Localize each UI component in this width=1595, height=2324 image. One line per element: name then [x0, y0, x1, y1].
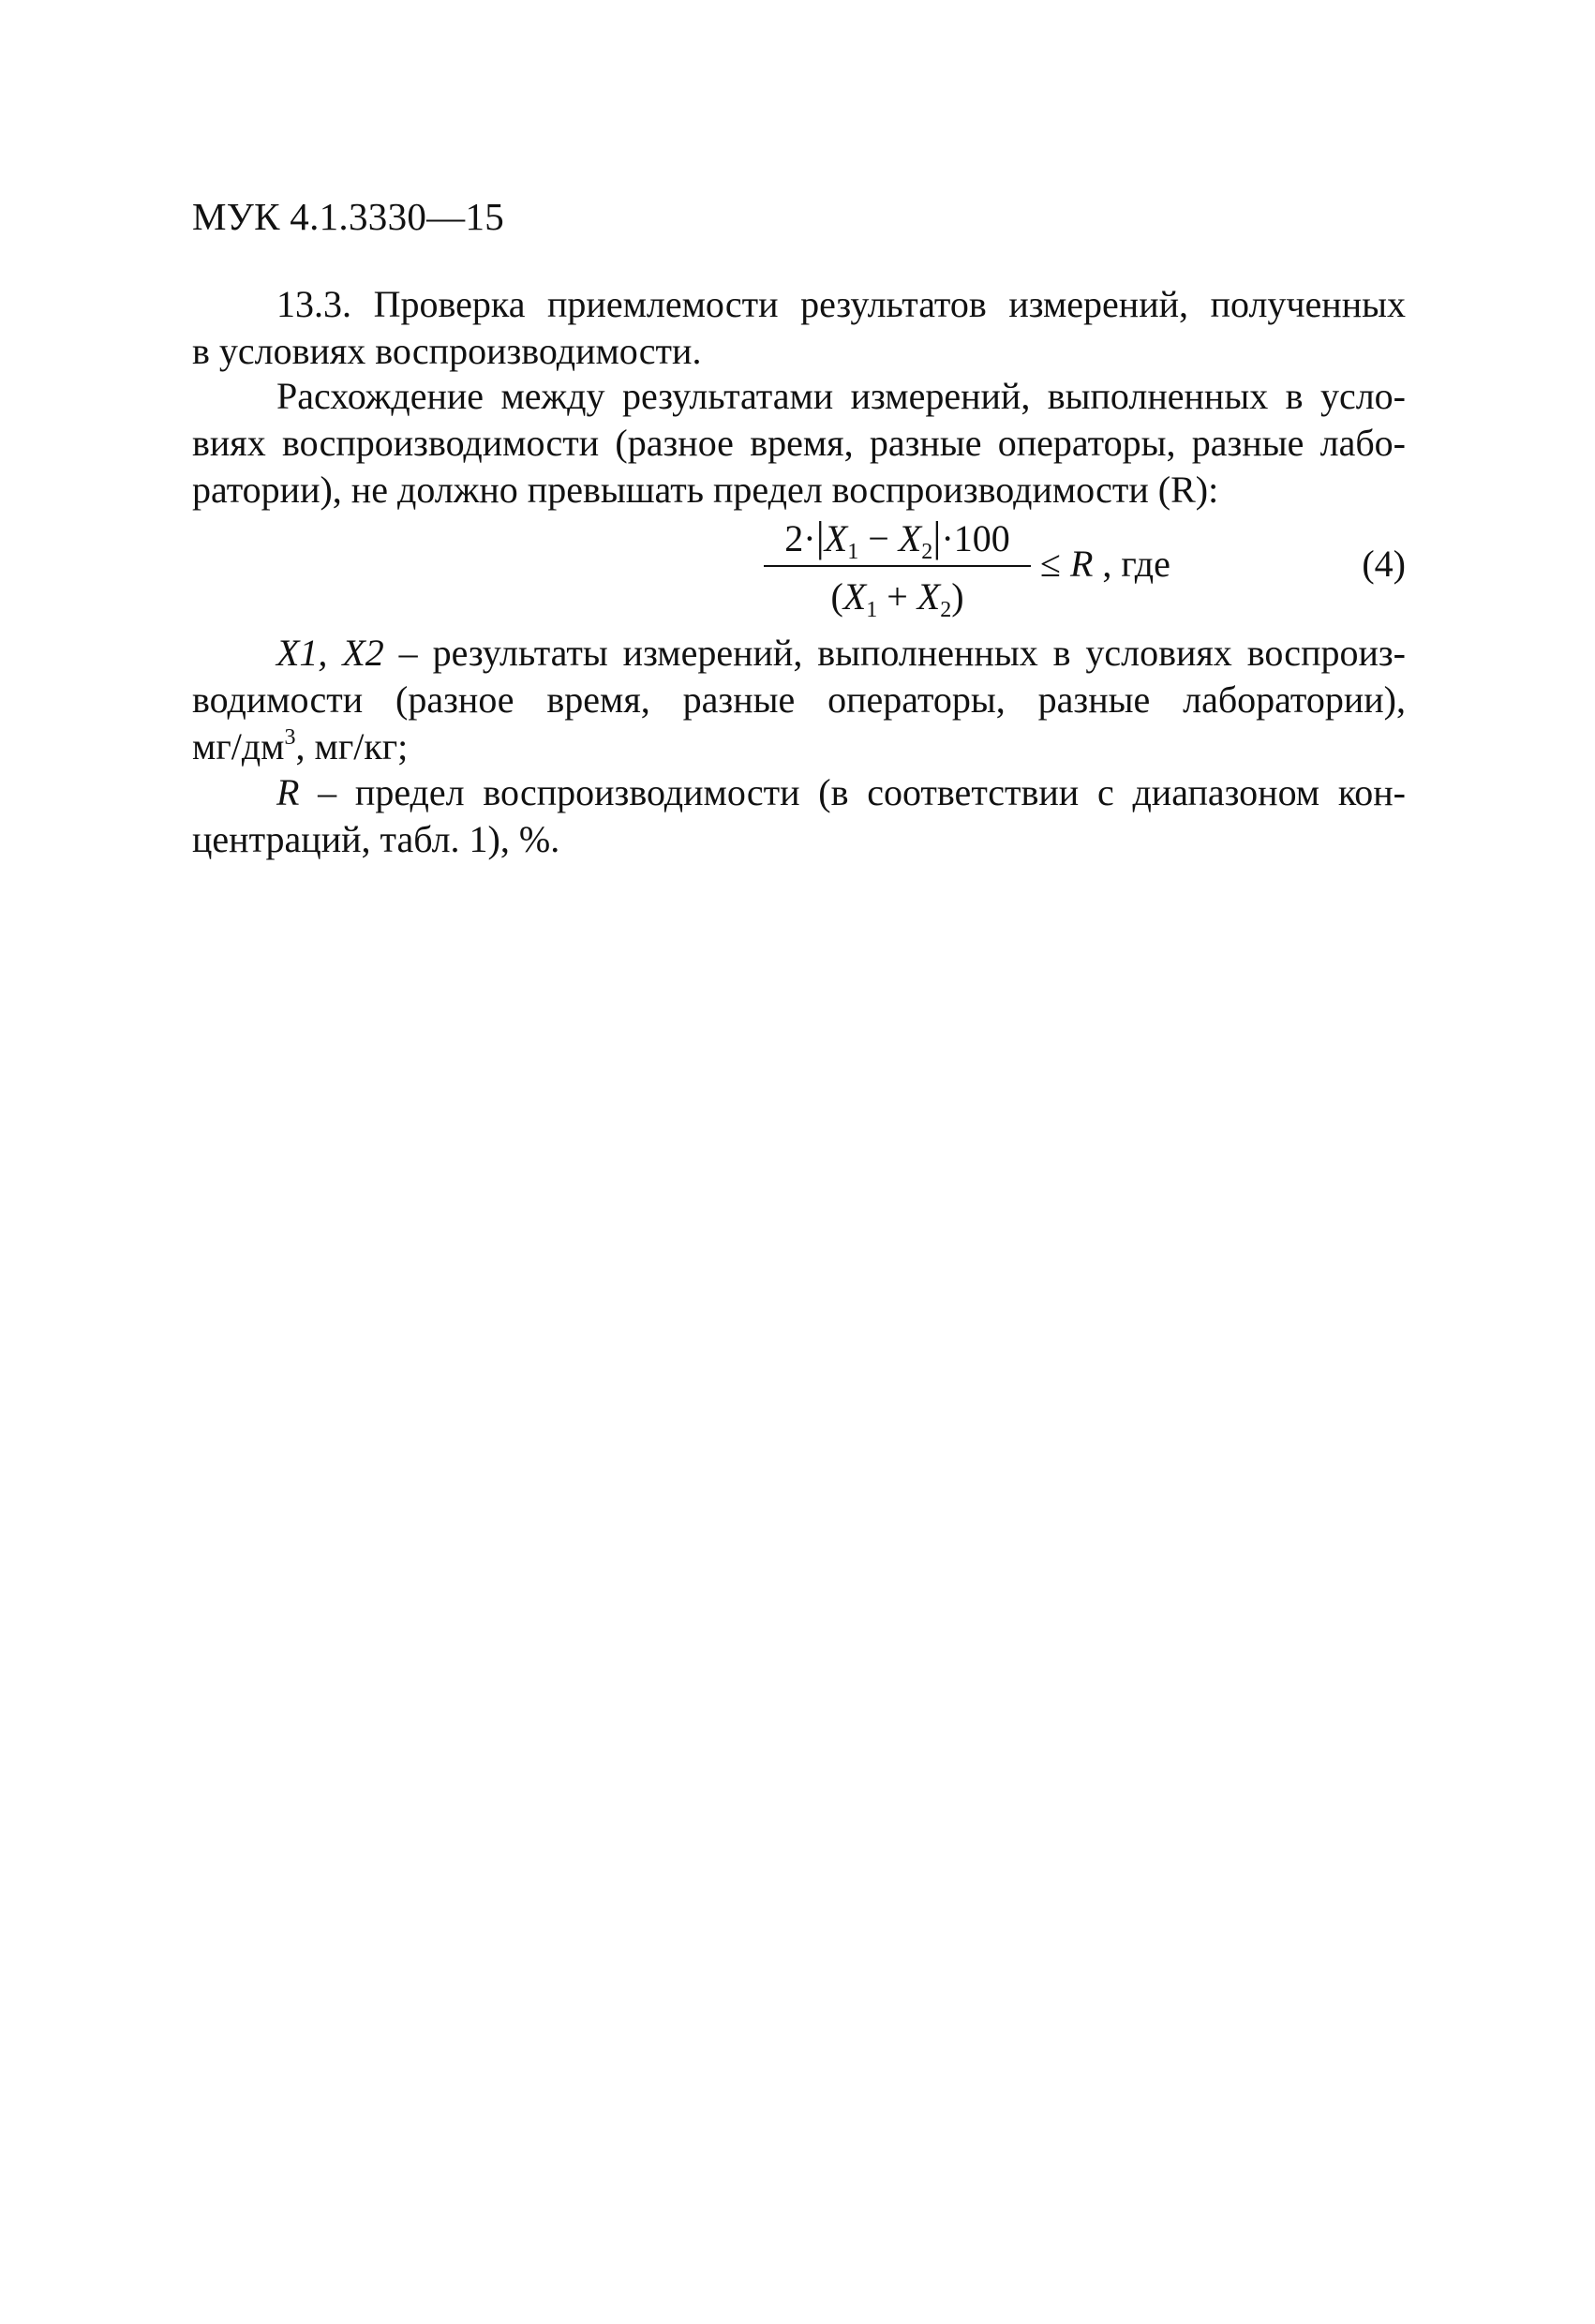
definition-line-1: X1, X2 – результаты измерений, выполненных в условиях воспроиз- — [276, 632, 1406, 674]
definition-vars: X1, X2 — [276, 632, 384, 674]
definition-r-line-2: центраций, табл. 1), %. — [192, 818, 560, 860]
running-head: МУК 4.1.3330—15 — [192, 195, 505, 238]
section-heading — [192, 281, 1406, 375]
heading-line-2: в условиях воспроизводимости. — [192, 330, 702, 372]
formula-fraction — [764, 511, 1031, 623]
formula-4 — [192, 511, 1406, 628]
definition-r — [192, 769, 1406, 863]
equation-number: (4) — [1362, 543, 1406, 585]
paragraph-reproducibility — [192, 373, 1406, 514]
definition-r-line-1: R – предел воспроизводимости (в соответствии с диапазоном кон- — [276, 771, 1406, 813]
paragraph-line-1: Расхождение между результатами измерений, выполненных в усло- — [276, 375, 1406, 417]
formula-numerator: $2\cdot|X_1 - X_2|\cdot 100$ — [784, 513, 1010, 564]
definition-line-2: водимости (разное время, разные операторы, разные лаборатории), — [192, 678, 1406, 721]
paragraph-line-3: ратории), не должно превышать предел воспроизводимости (R): — [192, 469, 1219, 511]
fraction-bar — [764, 565, 1031, 567]
definition-x1-x2 — [192, 630, 1406, 770]
formula-rhs: ≤ R , где — [1040, 543, 1170, 585]
definition-units: $мг/дм^3$, мг/кг; — [192, 725, 409, 767]
paragraph-line-2: виях воспроизводимости (разное время, разные операторы, разные лабо- — [192, 422, 1406, 464]
definition-r-var: R — [276, 771, 300, 813]
heading-line-1: 13.3. Проверка приемлемости результатов измерений, полученных — [276, 283, 1406, 325]
formula-denominator: $(X_1 + X_2)$ — [830, 575, 964, 622]
